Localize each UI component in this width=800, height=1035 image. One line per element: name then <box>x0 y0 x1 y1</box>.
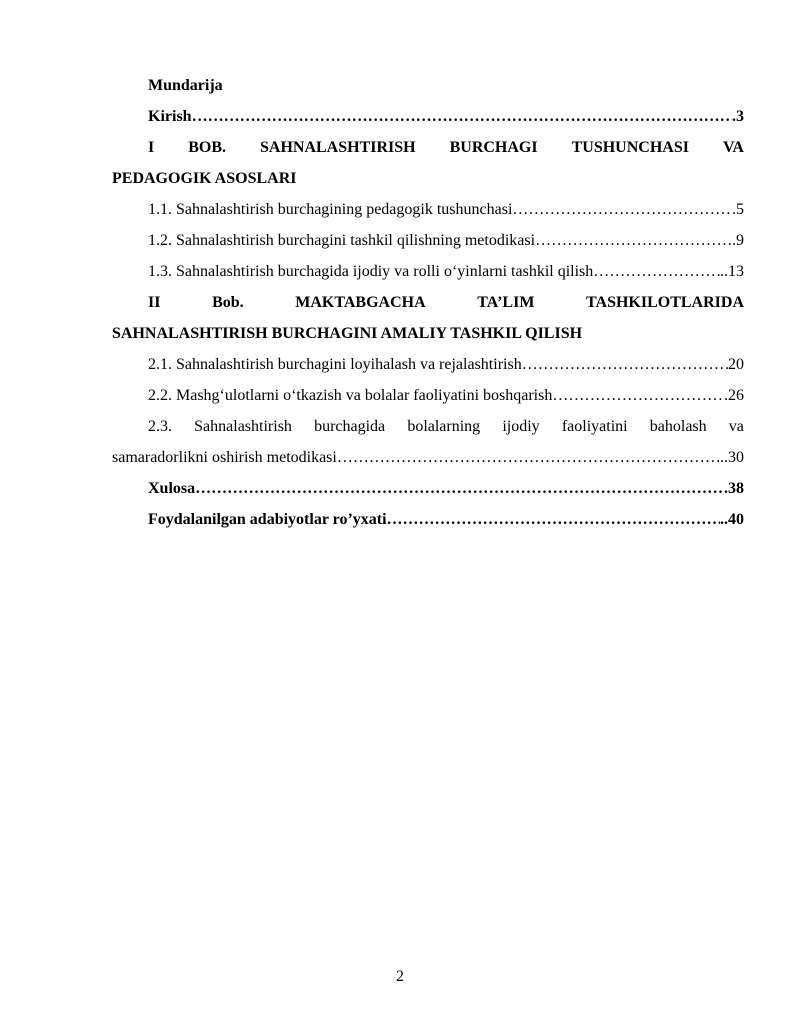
toc-entry-word: 2.3. <box>148 418 172 435</box>
toc-entry-word: bolalarning <box>407 418 481 435</box>
toc-entry-page: .3 <box>732 108 744 125</box>
toc-entry-label: 1.2. Sahnalashtirish burchagini tashkil qilishning metodikasi <box>148 232 536 249</box>
toc-entry-word: faoliyatini <box>561 418 628 435</box>
toc-entry-conclusion[interactable] <box>112 473 744 504</box>
chapter-2-word: II <box>148 294 161 311</box>
table-of-contents <box>112 70 744 535</box>
toc-entry-label: Foydalanilgan adabiyotlar ro’yxati <box>148 511 387 528</box>
dot-leader <box>593 256 720 287</box>
toc-entry-intro[interactable] <box>112 101 744 132</box>
toc-entry-label: 2.2. Mashg‘ulotlarni o‘tkazish va bolalar faoliyatini boshqarish <box>148 387 553 404</box>
toc-entry-page: ..30 <box>720 449 744 466</box>
toc-entry-2-2[interactable] <box>112 380 744 411</box>
chapter-1-word: BURCHAGI <box>449 139 538 156</box>
dot-leader <box>512 194 732 225</box>
toc-heading: Mundarija <box>148 77 223 94</box>
toc-entry-page: .5 <box>732 201 744 218</box>
toc-entry-page: .26 <box>724 387 744 404</box>
toc-entry-word: va <box>728 418 744 435</box>
toc-entry-1-2[interactable] <box>112 225 744 256</box>
chapter-2-word: Bob. <box>212 294 244 311</box>
toc-entry-label: Kirish <box>148 108 192 125</box>
toc-entry-word: burchagida <box>314 418 386 435</box>
toc-entry-label: Xulosa <box>148 480 196 497</box>
toc-entry-label: 1.3. Sahnalashtirish burchagida ijodiy va rolli o‘yinlarni tashkil qilish <box>148 263 594 280</box>
chapter-1-word: SAHNALASHTIRISH <box>260 139 416 156</box>
dot-leader <box>552 380 724 411</box>
dot-leader <box>192 101 732 132</box>
toc-entry-references[interactable] <box>112 504 744 535</box>
toc-entry-word: ijodiy <box>502 418 540 435</box>
toc-entry-2-3-cont[interactable] <box>112 442 744 473</box>
chapter-2-word: TASHKILOTLARIDA <box>586 294 744 311</box>
dot-leader <box>195 473 724 504</box>
toc-entry-1-3[interactable] <box>112 256 744 287</box>
toc-entry-1-1[interactable] <box>112 194 744 225</box>
chapter-2-word: MAKTABGACHA <box>295 294 426 311</box>
chapter-2-heading[interactable] <box>112 287 744 318</box>
chapter-2-heading-cont: SAHNALASHTIRISH BURCHAGINI AMALIY TASHKIL QILISH <box>112 325 583 342</box>
chapter-1-word: I <box>148 139 155 156</box>
toc-entry-word: Sahnalashtirish <box>194 418 292 435</box>
dot-leader <box>535 225 732 256</box>
toc-entry-2-1[interactable] <box>112 349 744 380</box>
chapter-1-heading-cont: PEDAGOGIK ASOSLARI <box>112 170 297 187</box>
page-number: 2 <box>396 968 404 985</box>
toc-entry-page: .9 <box>732 232 744 249</box>
toc-entry-2-3[interactable] <box>112 411 744 442</box>
toc-entry-label: samaradorlikni oshirish metodikasi <box>112 449 337 466</box>
chapter-1-word: BOB. <box>188 139 227 156</box>
toc-entry-page: 20 <box>728 356 744 373</box>
chapter-1-word: VA <box>722 139 744 156</box>
toc-entry-page: .38 <box>724 480 744 497</box>
chapter-1-heading[interactable] <box>112 132 744 163</box>
toc-entry-page: ..13 <box>720 263 744 280</box>
dot-leader <box>522 349 728 380</box>
toc-entry-label: 1.1. Sahnalashtirish burchagining pedagogik tushunchasi <box>148 201 513 218</box>
toc-entry-word: baholash <box>649 418 707 435</box>
chapter-1-word: TUSHUNCHASI <box>571 139 689 156</box>
toc-entry-page: ..40 <box>720 511 744 528</box>
chapter-2-word: TA’LIM <box>477 294 535 311</box>
dot-leader <box>337 442 720 473</box>
dot-leader <box>387 504 720 535</box>
toc-entry-label: 2.1. Sahnalashtirish burchagini loyihalash va rejalashtirish <box>148 356 522 373</box>
